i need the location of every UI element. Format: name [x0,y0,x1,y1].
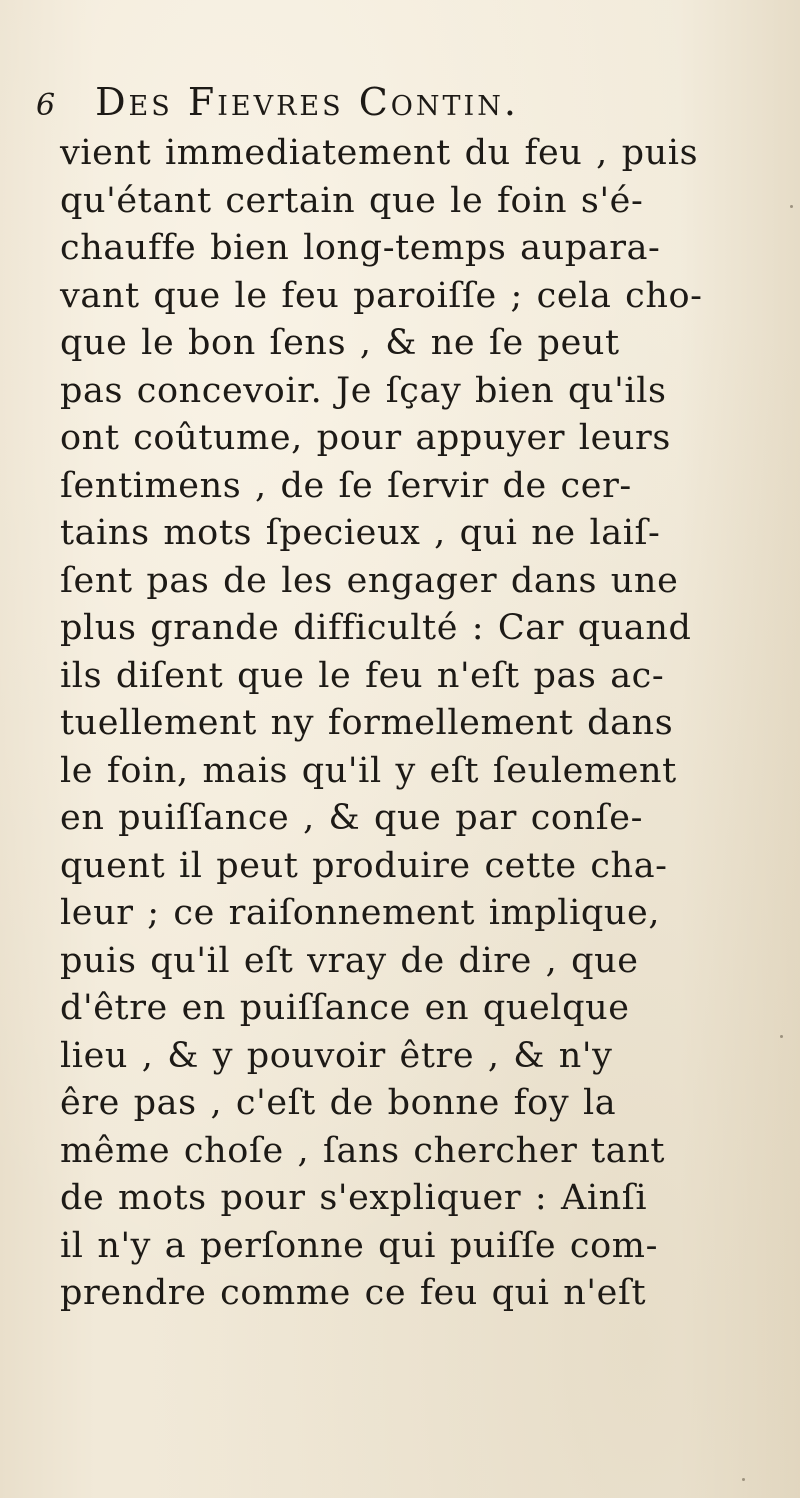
text-line: tains mots ſpecieux , qui ne laiſ- [60,513,661,553]
text-line: lieu , & y pouvoir être , & n'y [60,1035,613,1076]
running-title: Des Fievres Contin. [95,80,519,124]
text-line: puis qu'il eſt vray de dire , que [60,940,639,981]
text-line: leur ; ce raiſonnement implique, [60,893,661,933]
text-line: plus grande difficulté : Car quand [60,608,692,648]
text-line: prendre comme ce feu qui n'eſt [60,1273,647,1313]
text-line: le foin, mais qu'il y eſt ſeulement [60,750,677,791]
text-line: en puiſſance , & que par conſe- [60,798,644,838]
text-line: ont coûtume, pour appuyer leurs [60,418,671,458]
paper-speck [780,1035,783,1038]
paper-speck [742,1478,745,1481]
page-number: 6 [36,88,59,123]
text-line: de mots pour s'expliquer : Ainſi [60,1178,648,1218]
text-line: tuellement ny formellement dans [60,703,674,743]
text-line: ſentimens , de ſe ſervir de cer- [60,465,632,506]
text-line: vant que le feu paroiſſe ; cela cho- [60,275,703,316]
text-line: pas concevoir. Je ſçay bien qu'ils [60,370,667,411]
text-line: vient immediatement du feu , puis [60,133,699,173]
text-line: êre pas , c'eſt de bonne foy la [60,1083,617,1123]
text-line: qu'étant certain que le foin s'é- [60,180,644,221]
text-line: ils diſent que le feu n'eſt pas ac- [60,655,665,696]
text-line: ſent pas de les engager dans une [60,560,679,601]
text-line: quent il peut produire cette cha- [60,845,668,886]
text-line: même choſe , ſans chercher tant [60,1130,666,1171]
paper-speck [790,205,793,208]
text-line: chauffe bien long-temps aupara- [60,228,661,268]
text-line: il n'y a perſonne qui puiſſe com- [60,1225,659,1266]
text-line: que le bon ſens , & ne ſe peut [60,323,620,363]
body-text [60,130,760,1318]
text-line: d'être en puiſſance en quelque [60,988,630,1028]
